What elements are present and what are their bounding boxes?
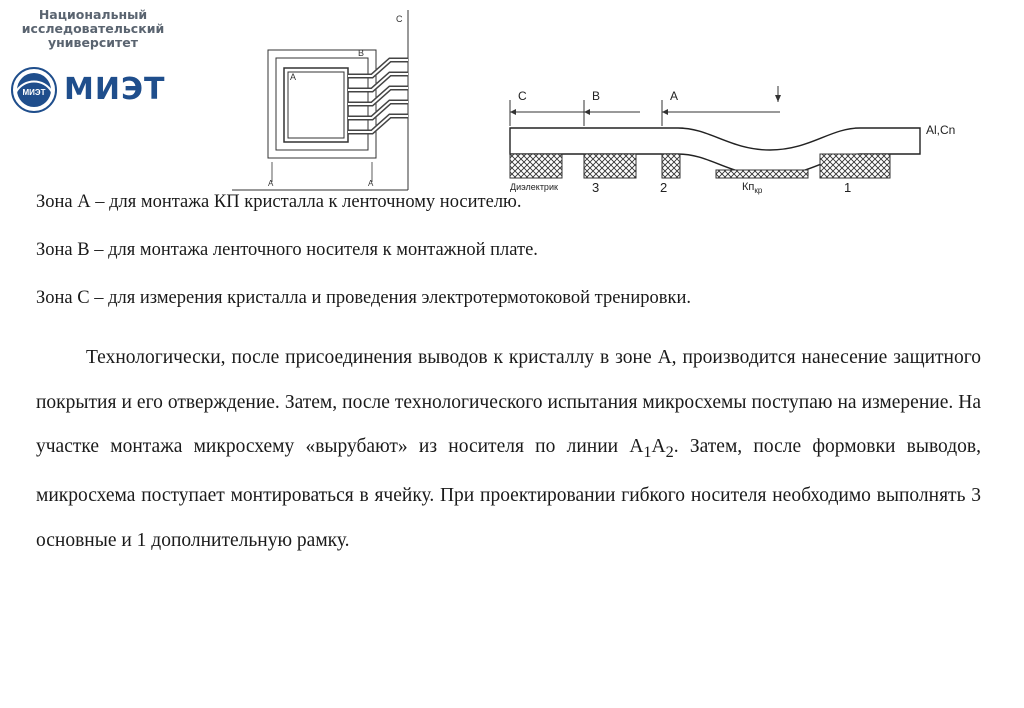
paragraph-part-1: Технологически, после присоединения выводов к кристаллу в зоне А, производится нанесение защитного покрытия и его отверждение. Затем, после технологического испытания микросхемы поступаю на измерение. На участке монтажа микросхему «вырубают» из носителя по линии A bbox=[36, 347, 981, 457]
logo-caption bbox=[8, 8, 178, 50]
university-logo bbox=[8, 8, 198, 118]
zone-b-marker: B bbox=[592, 89, 601, 103]
zone-a-description: Зона А – для монтажа КП кристалла к ленточному носителю. bbox=[36, 192, 522, 212]
number-3-label: 3 bbox=[592, 180, 600, 195]
kp-main: Кп bbox=[742, 181, 755, 193]
paragraph-a2-letter: A bbox=[651, 436, 666, 457]
logo-name: МИЭТ bbox=[64, 72, 166, 107]
logo-emblem-icon bbox=[10, 66, 58, 114]
body-paragraph bbox=[36, 336, 981, 563]
zone-b-label: B bbox=[358, 48, 365, 58]
number-2-label: 2 bbox=[660, 180, 668, 195]
zone-a-label: A bbox=[290, 72, 297, 82]
subscript-2: 2 bbox=[665, 442, 674, 461]
subscript-1: 1 bbox=[643, 442, 652, 461]
zone-c-marker: C bbox=[518, 89, 527, 103]
logo-line-3: университет bbox=[47, 35, 138, 50]
logo-line-1: Национальный bbox=[38, 7, 148, 22]
zone-c-description: Зона С – для измерения кристалла и проведения электротермотоковой тренировки. bbox=[36, 288, 691, 308]
kp-subscript: кр bbox=[754, 186, 763, 195]
metal-layer-label: Al,Cn bbox=[926, 123, 956, 137]
tape-carrier-diagram bbox=[232, 10, 414, 192]
logo-line-2: исследовательский bbox=[21, 21, 165, 36]
zone-c-label: C bbox=[396, 14, 403, 24]
dielectric-label: Диэлектрик bbox=[510, 182, 558, 192]
zone-a-marker: A bbox=[670, 89, 679, 103]
paragraph-part-2: . Затем, после формовки выводов, микросхема поступает монтироваться в ячейку. При проектировании гибкого носителя необходимо выполнять 3 основные и 1 дополнительную рамку. bbox=[36, 436, 981, 551]
number-1-label: 1 bbox=[844, 180, 852, 195]
cut-line-right-label: A bbox=[368, 179, 374, 188]
zone-b-description: Зона В – для монтажа ленточного носителя к монтажной плате. bbox=[36, 240, 538, 260]
kp-label bbox=[742, 181, 763, 195]
logo-mark-text: МИЭТ bbox=[22, 88, 46, 97]
cross-section-diagram bbox=[500, 78, 980, 198]
cut-line-left-label: A bbox=[268, 179, 274, 188]
